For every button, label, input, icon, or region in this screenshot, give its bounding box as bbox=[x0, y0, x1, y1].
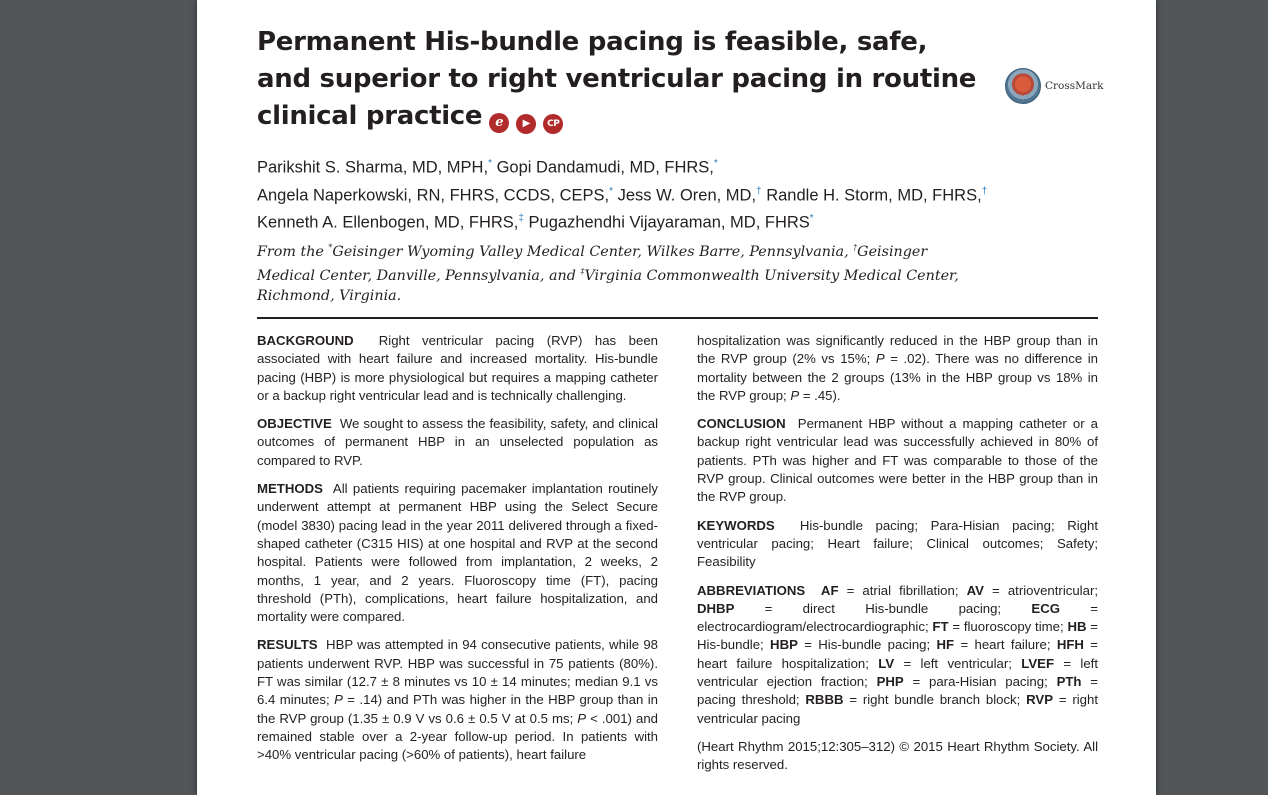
section-heading: KEYWORDS bbox=[697, 517, 775, 533]
section-heading: METHODS bbox=[257, 481, 323, 497]
affiliation-mark: * bbox=[809, 213, 814, 224]
abbreviation-term: HBP bbox=[770, 637, 798, 653]
affiliation-intro: From the bbox=[257, 243, 329, 260]
abbreviation-definition: = right ventricular pacing bbox=[697, 692, 1098, 726]
abbreviation-term: PHP bbox=[876, 674, 904, 690]
section-text bbox=[697, 333, 1098, 403]
abbreviation-term: AF bbox=[813, 582, 839, 598]
abbreviation-definition: = heart failure hospitalization; bbox=[697, 637, 1098, 671]
abbreviation-term: HB bbox=[1067, 619, 1087, 635]
abstract-methods bbox=[257, 480, 658, 626]
abstract-conclusion bbox=[697, 415, 1098, 506]
abbreviation-term: DHBP bbox=[697, 600, 735, 616]
citation bbox=[697, 738, 1098, 775]
section-text: = .14) and PTh was higher in the HBP group than in the RVP group (1.35 ± 0.9 V vs 0.6 ± 0.5 V at 0.5 ms; bbox=[257, 692, 659, 726]
affiliation-1: Geisinger Wyoming Valley Medical Center, Wilkes Barre, Pennsylvania, bbox=[332, 243, 854, 260]
affiliation-mark: † bbox=[756, 185, 762, 197]
abbreviation-term: HFH bbox=[1056, 637, 1084, 653]
affiliation-mark: * bbox=[488, 158, 492, 169]
p-value-symbol: P bbox=[790, 387, 800, 403]
video-play-icon[interactable]: ▶ bbox=[516, 114, 536, 134]
abbreviation-term: HF bbox=[936, 637, 955, 653]
author: Angela Naperkowski, RN, FHRS, CCDS, CEPS, bbox=[257, 186, 610, 204]
abbreviation-definition: = para-Hisian pacing; bbox=[903, 674, 1057, 690]
abbreviation-definition: = atrial fibrillation; bbox=[838, 582, 967, 598]
abbreviation-definition: = His-bundle pacing; bbox=[797, 637, 937, 653]
author: Kenneth A. Ellenbogen, MD, FHRS, bbox=[257, 213, 519, 232]
affiliation-mark: * bbox=[328, 243, 333, 252]
abstract-abbreviations bbox=[697, 582, 1098, 728]
abbreviation-term: LV bbox=[878, 655, 895, 671]
p-value-symbol: P bbox=[334, 692, 343, 708]
abstract-objective bbox=[257, 415, 658, 470]
p-value-symbol: P bbox=[577, 710, 587, 726]
affiliation-2: Geisinger Medical Center, Danville, Pennsylvania, and bbox=[257, 243, 928, 284]
affiliation-mark: ‡ bbox=[580, 266, 585, 276]
affiliations bbox=[257, 238, 977, 306]
crossmark-label: CrossMark bbox=[1045, 80, 1104, 92]
section-text: Right ventricular pacing (RVP) has been associated with heart failure and increased mortality. His-bundle pacing (HBP) is more physiological but requires a mapping catheter or a backup right ventricular lead and is technically challenging. bbox=[257, 333, 658, 403]
crossmark-icon bbox=[1005, 68, 1041, 104]
section-text: HBP was attempted in 94 consecutive patients, while 98 patients underwent RVP. HBP was successful in 75 patients (80%). FT was similar (12.7 ± 8 minutes vs 10 ± 14 minutes; median 9.1 vs 6.4 minutes; bbox=[257, 637, 659, 708]
section-text: We sought to assess the feasibility, safety, and clinical outcomes of permanent HBP in an unselected population as compared to RVP. bbox=[257, 416, 658, 468]
abbreviation-definition: = right bundle branch block; bbox=[843, 692, 1027, 708]
affiliation-3: Virginia Commonwealth University Medical Center, Richmond, Virginia. bbox=[257, 267, 959, 304]
affiliation-mark: † bbox=[853, 243, 858, 252]
p-value-symbol: P bbox=[875, 351, 885, 367]
author: Gopi Dandamudi, MD, FHRS, bbox=[496, 158, 714, 177]
author-list bbox=[257, 152, 1017, 235]
section-text: = .45). bbox=[799, 387, 841, 403]
abstract-background bbox=[257, 332, 658, 405]
paper-title bbox=[257, 24, 977, 135]
abstract-left-column bbox=[257, 332, 658, 775]
abbreviation-definition: = direct His-bundle pacing; bbox=[734, 600, 1032, 616]
affiliation-mark: ‡ bbox=[518, 213, 524, 224]
abstract-results bbox=[257, 636, 658, 764]
affiliation-mark: * bbox=[609, 185, 614, 197]
abstract-keywords bbox=[697, 517, 1098, 572]
citation-text: (Heart Rhythm 2015;12:305–312) © 2015 Heart Rhythm Society. All rights reserved. bbox=[697, 738, 1098, 773]
abbreviation-definition: = pacing threshold; bbox=[697, 674, 1098, 708]
abbreviation-term: PTh bbox=[1056, 674, 1082, 690]
abbreviation-term: RBBB bbox=[805, 692, 844, 708]
abbreviation-definition: = heart failure; bbox=[954, 637, 1057, 653]
section-heading: BACKGROUND bbox=[257, 333, 354, 348]
author: Pugazhendhi Vijayaraman, MD, FHRS bbox=[528, 213, 810, 232]
author: Randle H. Storm, MD, FHRS, bbox=[766, 186, 982, 204]
author: Parikshit S. Sharma, MD, MPH, bbox=[257, 158, 489, 177]
abbreviation-term: AV bbox=[966, 582, 984, 598]
section-heading: RESULTS bbox=[257, 637, 318, 653]
section-text: = .02). There was no difference in mortality between the 2 groups (13% in the HBP group vs 18% in the RVP group; bbox=[697, 351, 1098, 403]
section-heading: ABBREVIATIONS bbox=[697, 582, 806, 598]
abstract-results-continued bbox=[697, 332, 1098, 405]
section-text: < .001) and remained stable over a 2-year follow-up period. In patients with >40% ventricular pacing (>60% of patients), heart failure bbox=[257, 710, 658, 763]
abstract-right-column bbox=[697, 332, 1098, 785]
abbreviation-term: LVEF bbox=[1021, 655, 1055, 671]
abbreviation-term: RVP bbox=[1026, 692, 1054, 708]
title-text: Permanent His-bundle pacing is feasible, safe, and superior to right ventricular pacing in routine clinical practice bbox=[257, 27, 977, 131]
ecomponent-icon[interactable]: e bbox=[489, 113, 509, 133]
section-heading: CONCLUSION bbox=[697, 416, 786, 432]
section-text: hospitalization was significantly reduced in the HBP group than in the RVP group (2% vs 15%; bbox=[697, 333, 1098, 367]
abbreviation-definition: = left ventricular; bbox=[894, 655, 1022, 671]
affiliation-mark: * bbox=[713, 158, 718, 169]
section-divider bbox=[257, 317, 1098, 319]
crossmark-badge[interactable] bbox=[1005, 68, 1104, 104]
section-text: Permanent HBP without a mapping catheter or a backup right ventricular lead was successfully achieved in 80% of patients. PTh was higher and FT was comparable to those of the RVP group. Clinical outcomes were better in the HBP group than in the RVP group. bbox=[697, 416, 1098, 505]
abbreviation-definition: = electrocardiogram/electrocardiographic; bbox=[697, 600, 1098, 635]
abbreviation-definition: = fluoroscopy time; bbox=[948, 619, 1068, 635]
paper-page bbox=[197, 0, 1156, 795]
abbreviation-list bbox=[697, 583, 1098, 726]
section-text: His-bundle pacing; Para-Hisian pacing; Right ventricular pacing; Heart failure; Clinical outcomes; Safety; Feasibility bbox=[697, 517, 1098, 570]
clinical-perspective-icon[interactable]: CP bbox=[543, 114, 563, 134]
section-heading: OBJECTIVE bbox=[257, 416, 332, 432]
abbreviation-definition: = His-bundle; bbox=[697, 619, 1098, 653]
section-text: All patients requiring pacemaker implantation routinely underwent attempt at permanent HBP using the Select Secure (model 3830) pacing lead in the year 2011 delivered through a fixed-shaped catheter (C315 HIS) at one hospital and RVP at the second hospital. Patients were followed from implantation, 2 weeks, 2 months, 1 year, and 2 years. Fluoroscopy time (FT), pacing threshold (PTh), complications, heart failure hospitalization, and mortality were compared. bbox=[257, 481, 658, 625]
author: Jess W. Oren, MD, bbox=[617, 186, 757, 204]
abbreviation-term: FT bbox=[932, 619, 949, 635]
abbreviation-definition: = atrioventricular; bbox=[983, 582, 1098, 598]
abbreviation-definition: = left ventricular ejection fraction; bbox=[697, 655, 1098, 690]
affiliation-mark: † bbox=[981, 185, 988, 197]
abbreviation-term: ECG bbox=[1031, 600, 1060, 616]
